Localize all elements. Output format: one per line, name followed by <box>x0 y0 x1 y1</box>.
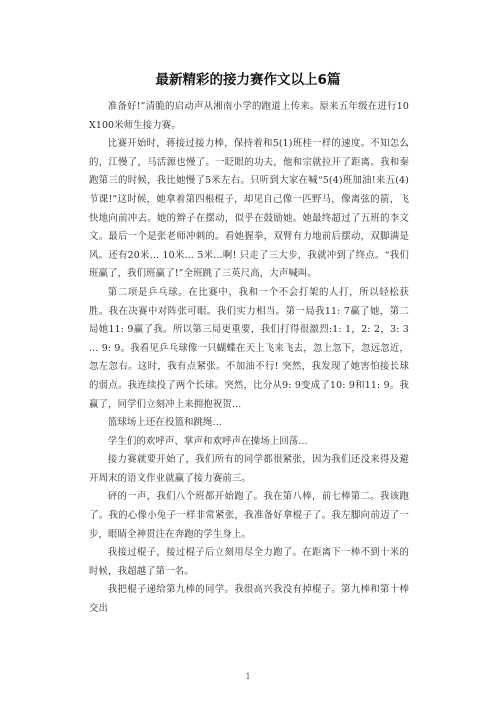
paragraph: 比赛开始时，蒋接过接力棒，保持着和5(1)班桂一样的速度。不知怎么的，江慢了，马活源也慢了。一眨眼的功夫，他和宗就拉开了距离。我和秦跑第三的时候，我比她慢了5米左右。只听到大家在喊“5(4)班加油!来五(4)节课!”这时候，她拿着第四根棍子，却见自己像一匹野马，像离弦的箭，飞快地向前冲去。她的辫子在摆动，似乎在鼓励她。她最终超过了五班的李文文。最后一个是张老师冲刺的。看她握拳，双臂有力地前后摆动，双脚满是风。还有20米… 10米… 5米…啊! 只走了三大步，我就冲到了终点。“我们班赢了，我们班赢了!”全班跳了三英尺高，大声喊叫。 <box>89 138 409 280</box>
paragraph: 第二项是乒乓球。在比赛中，我和一个不会打架的人打，所以轻松获胜。我在决赛中对阵张可眼。我们实力相当。第一局我11: 7赢了她，第二局她11: 9赢了我。所以第三局更重要，我们打得很激烈:1: 1，2: 2，3: 3 … 9: 9。我看见乒乓球像一只蝴蝶在天上飞来飞去，忽上忽下，忽远忽近，忽左忽右。这时，我有点紧张。不加油不行! 突然，我发现了她害怕接长球的弱点。我连续投了两个长球。突然，比分从9: 9变成了10: 9和11: 9。我赢了，同学们立刻冲上来拥抱祝贺… <box>89 286 409 410</box>
paragraph: 篮球场上还在投篮和跳绳... <box>107 417 222 429</box>
paragraph: 学生们的欢呼声、掌声和欢呼声在操场上回荡... <box>107 435 308 447</box>
paragraph: 接力赛就要开始了，我们所有的同学都很紧张，因为我们还没来得及避开周末的语文作业就赢了接力赛前三。 <box>89 454 409 484</box>
page-number: 1 <box>245 672 251 681</box>
document-body <box>89 98 409 619</box>
paragraph: 砰的一声，我们八个班都开始跑了。我在第八棒，前七棒第二。我该跑了。我的心像小兔子一样非常紧张，我准备好拿棍子了。我左脚向前迈了一步，眼睛全神贯注在奔跑的学生身上。 <box>89 491 409 540</box>
paragraph: 准备好!”清脆的启动声从湘南小学的跑道上传来。原来五年级在进行10X100米师生接力赛。 <box>89 101 409 131</box>
document-title: 最新精彩的接力赛作文以上6篇 <box>155 72 341 88</box>
paragraph: 我接过棍子，接过棍子后立刻用尽全力跑了。在距离下一棒不到十米的时候，我超越了第一名。 <box>89 547 409 577</box>
paragraph: 我把棍子递给第九棒的同学。我很高兴我没有掉棍子。第九棒和第十棒交出 <box>89 584 409 615</box>
